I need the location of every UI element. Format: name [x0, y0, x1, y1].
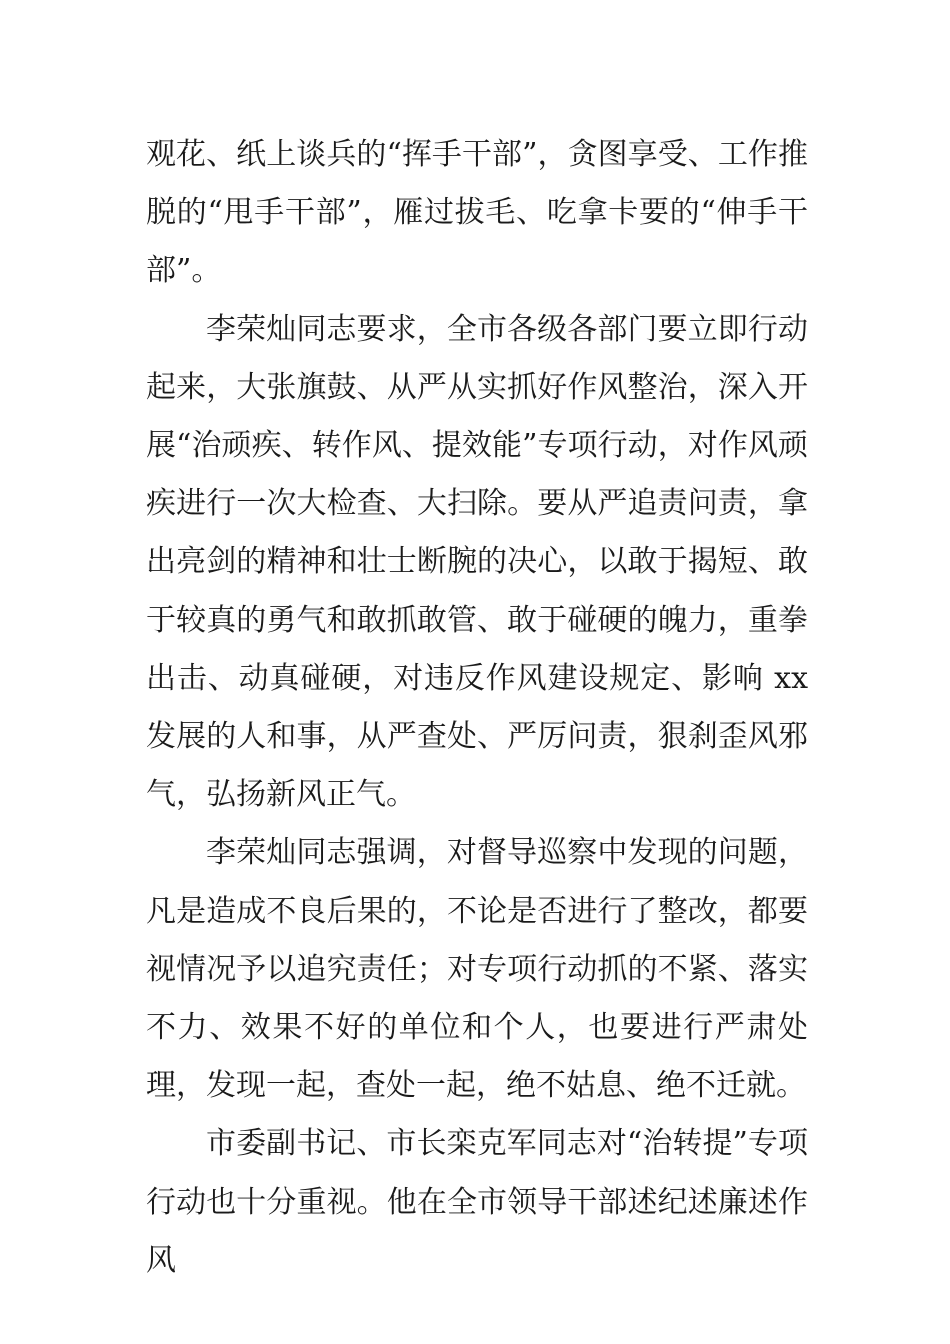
document-body — [146, 126, 808, 1290]
paragraph-2: 李荣灿同志要求，全市各级各部门要立即行动起来，大张旗鼓、从严从实抓好作风整治，深入开展“治顽疾、转作风、提效能”专项行动，对作风顽疾进行一次大检查、大扫除。要从严追责问责，拿出亮剑的精神和壮士断腕的决心，以敢于揭短、敢于较真的勇气和敢抓敢管、敢于碰硬的魄力，重拳出击、动真碰硬，对违反作风建设规定、影响 xx 发展的人和事，从严查处、严厉问责，狠刹歪风邪气，弘扬新风正气。 — [146, 311, 808, 813]
paragraph-4: 市委副书记、市长栾克军同志对“治转提”专项行动也十分重视。他在全市领导干部述纪述廉述作风 — [146, 1126, 808, 1278]
paragraph-1: 观花、纸上谈兵的“挥手干部”，贪图享受、工作推脱的“甩手干部”，雁过拔毛、吃拿卡要的“伸手干部”。 — [146, 137, 808, 289]
paragraph-3: 李荣灿同志强调，对督导巡察中发现的问题，凡是造成不良后果的，不论是否进行了整改，都要视情况予以追究责任；对专项行动抓的不紧、落实不力、效果不好的单位和个人，也要进行严肃处理，发现一起，查处一起，绝不姑息、绝不迁就。 — [146, 835, 808, 1104]
